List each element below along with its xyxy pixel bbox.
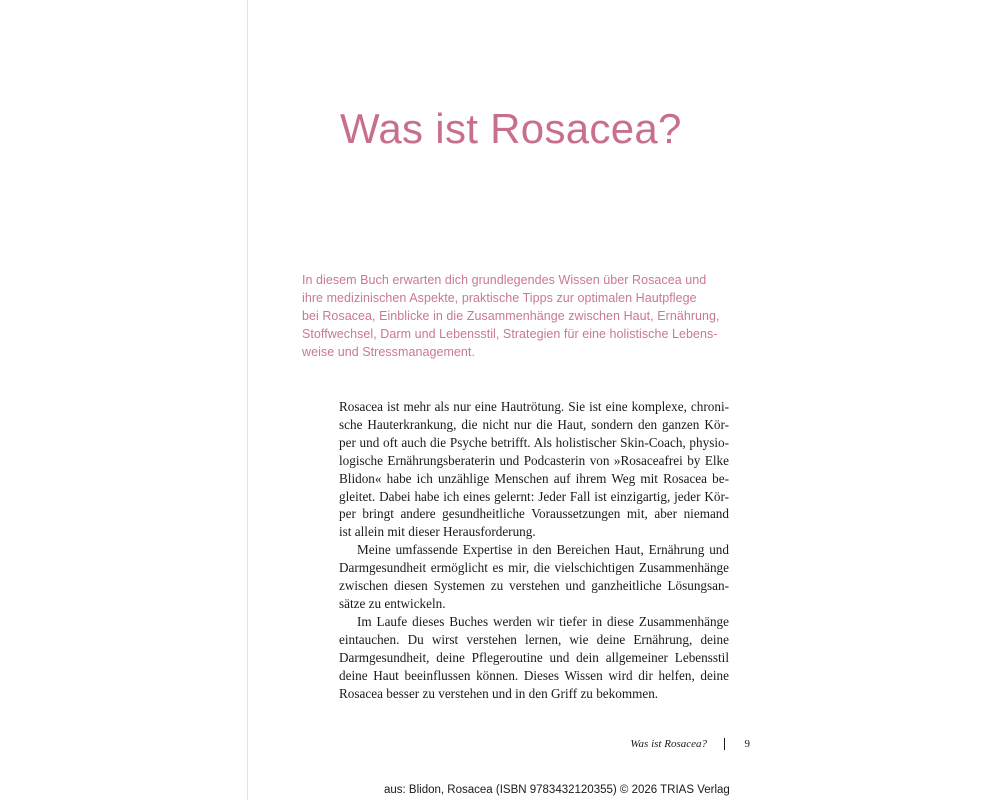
body-line: deine Haut beeinflussen können. Dieses Wissen wird dir helfen, deine: [339, 667, 729, 683]
body-line: ist allein mit dieser Herausforderung.: [339, 524, 536, 540]
body-line: sche Hauterkrankung, die nicht nur die Haut, sondern den ganzen Kör-: [339, 416, 729, 432]
intro-line: bei Rosacea, Einblicke in die Zusammenhänge zwischen Haut, Ernährung,: [302, 308, 720, 323]
body-line: Rosacea ist mehr als nur eine Hautrötung. Sie ist eine komplexe, chroni-: [339, 399, 729, 414]
paragraph: [339, 613, 729, 703]
body-line: logische Ernährungsberaterin und Podcasterin von »Rosaceafrei by Elke: [339, 452, 729, 468]
body-text: [339, 398, 729, 702]
body-line: zwischen diesen Systemen zu verstehen und ganzheitliche Lösungsan-: [339, 578, 729, 594]
body-line: Meine umfassende Expertise in den Bereichen Haut, Ernährung und: [357, 542, 729, 558]
chapter-title: Was ist Rosacea?: [340, 105, 682, 152]
chapter-intro: [302, 272, 742, 362]
body-line: Blidon« habe ich unzählige Menschen auf ihrem Weg mit Rosacea be-: [339, 470, 729, 486]
body-line: gleitet. Dabei habe ich eines gelernt: Jeder Fall ist einzigartig, jeder Kör-: [339, 488, 729, 504]
running-title: Was ist Rosacea?: [630, 738, 707, 750]
body-line: per bringt andere gesundheitliche Voraussetzungen mit, aber niemand: [339, 506, 729, 522]
intro-line: In diesem Buch erwarten dich grundlegendes Wissen über Rosacea und: [302, 273, 707, 287]
intro-line: weise und Stressmanagement.: [302, 344, 475, 359]
page-number: 9: [744, 738, 750, 750]
body-line: Darmgesundheit ermöglicht es mir, die vielschichtigen Zusammenhänge: [339, 560, 729, 576]
intro-line: ihre medizinischen Aspekte, praktische Tipps zur optimalen Hautpflege: [302, 290, 697, 305]
body-line: Rosacea besser zu verstehen und in den Griff zu bekommen.: [339, 685, 659, 701]
body-line: Darmgesundheit, deine Pflegeroutine und dein allgemeiner Lebensstil: [339, 649, 729, 665]
footer-separator: [724, 738, 725, 750]
body-line: eintauchen. Du wirst verstehen lernen, wie deine Ernährung, deine: [339, 631, 729, 647]
copyright-credit: aus: Blidon, Rosacea (ISBN 9783432120355) © 2026 TRIAS Verlag: [384, 784, 730, 796]
intro-line: Stoffwechsel, Darm und Lebensstil, Strategien für eine holistische Lebens-: [302, 326, 718, 341]
paragraph: [339, 541, 729, 613]
body-line: sätze zu entwickeln.: [339, 595, 446, 611]
paragraph: [339, 398, 729, 541]
body-line: Im Laufe dieses Buches werden wir tiefer in diese Zusammenhänge: [357, 613, 729, 629]
body-line: per und oft auch die Psyche betrifft. Als holistischer Skin-Coach, physio-: [339, 434, 729, 450]
running-footer: [600, 736, 752, 754]
page-gutter-line: [247, 0, 248, 800]
